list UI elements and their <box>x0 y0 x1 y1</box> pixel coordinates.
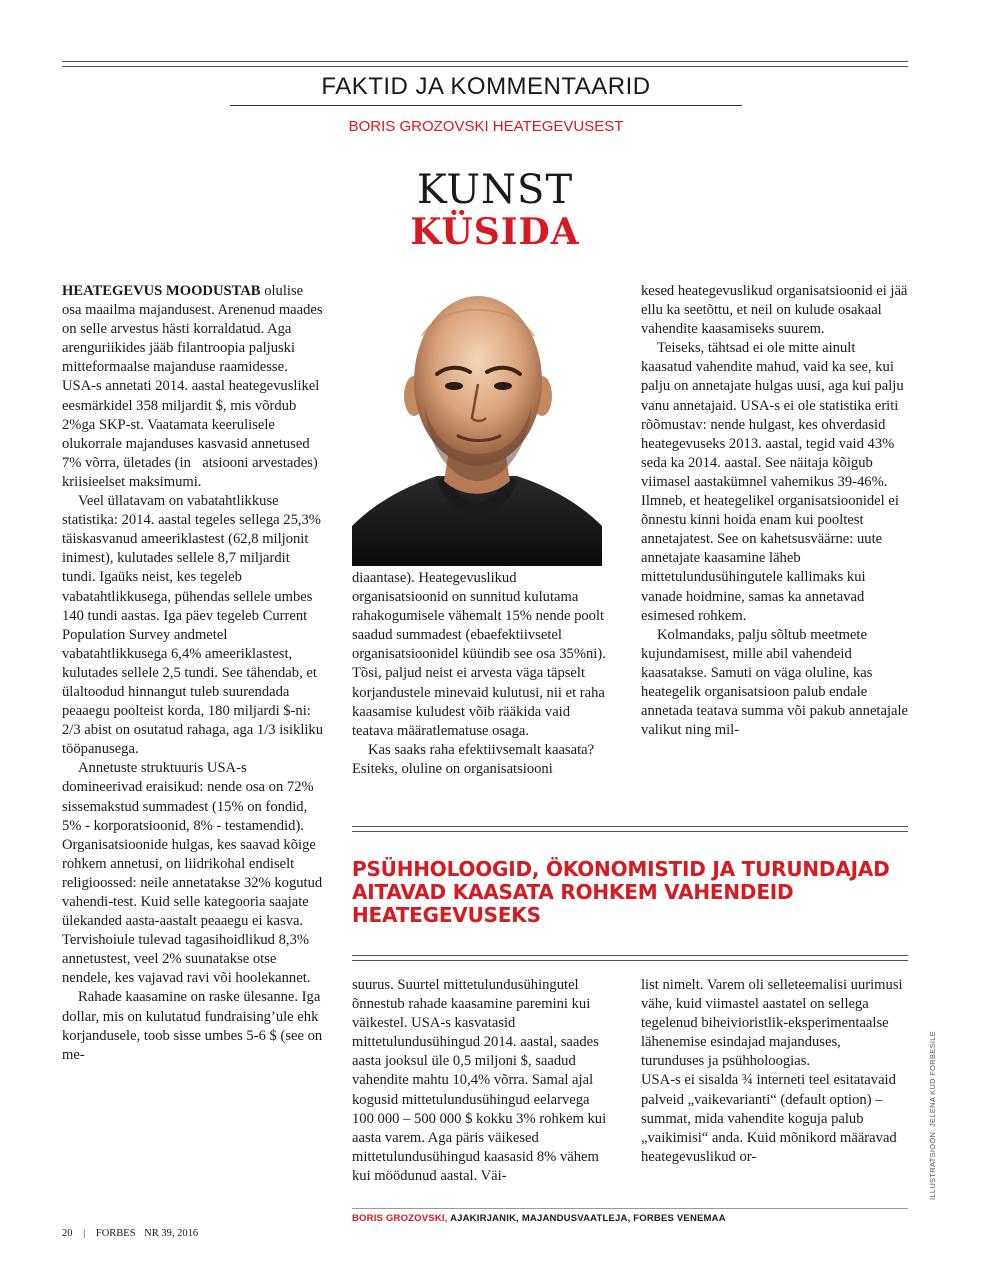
author-footer <box>352 1213 912 1227</box>
section-title: FAKTID JA KOMMENTAARID <box>321 73 651 100</box>
page-number: 20 <box>62 1228 73 1239</box>
magazine-name: FORBES <box>95 1228 136 1239</box>
pull-quote: PSÜHHOLOOGID, ÖKONOMISTID JA TURUNDAJAD AITAVAD KAASATA ROHKEM VAHENDEID HEATEGEVUSEKS <box>352 857 890 927</box>
paragraph: diaantase). Heategevuslikud organisatsioonid on sunnitud kulutama rahakogumisele vähemalt 15% nende poolt saadud summadest (ebaefektiivsetel organisatsioonidel küündib see osa 35%ni). Tõsi, paljud neist ei arvesta väga täpselt korjandustele minevaid kulutusi, nii et raha kaasamise kuludest võib rääkida vaid teatava määratlematuse osaga. <box>352 570 606 739</box>
pullquote-top-rule-1 <box>352 826 908 827</box>
paragraph: USA-s ei sisalda ¾ interneti teel esitatavaid palveid „vaikevarianti“ (default option) – summat, mida vahendite koguja palub „vaikimisi“ anda. Kuid mõnikord määravad heategevuslikud or- <box>641 1072 897 1165</box>
author-role: AJAKIRJANIK, MAJANDUSVAATLEJA, FORBES VENEMAA <box>447 1213 726 1224</box>
paragraph: kesed heategevuslikud organisatsioonid ei jää ellu ka seetõttu, et neil on kulude osakaal vahendite kaasamiseks suurem. <box>641 283 908 338</box>
author-name: BORIS GROZOVSKI, <box>352 1213 448 1224</box>
paragraph: Annetuste struktuuris USA-s domineerivad eraisikud: nende osa on 72% sissemakstud summadest (15% on fondid, 5% - korporatsioonid, 8% - testamendid). Organisatsioonide hulgas, kes saavad kõige rohkem annetusi, on liidrikohal endiselt religioossed: neile annetatakse 32% kogutud vahendi-test. Kuid selle kategooria saajate ülekanded aasta-aastalt peaaegu ei kasva. Tervishoiule tulevad tagasihoidlikud 8,3% annetustest, veel 2% suunatakse otse nendele, kes vajavad ravi või hoolekannet. <box>62 760 323 987</box>
top-rule-1 <box>62 61 908 62</box>
illustration-credit: ILLUSTRATSIOON: JELENA KUD FORBESILE <box>928 1030 937 1200</box>
article-column-2-continued <box>352 976 614 1186</box>
page-folio <box>62 1228 262 1242</box>
article-column-3-continued <box>641 976 903 1167</box>
paragraph: Kolmandaks, palju sõltub meetmete kujundamisest, mille abil vahendeid kaasatakse. Samuti on väga oluline, kas heategelik organisatsioon palub endale annetada teatava summa või pakub annetajale valikut ning mil- <box>641 626 909 739</box>
paragraph: list nimelt. Varem oli selleteemalisi uurimusi vähe, kuid viimastel aastatel on sellega tegelenud biheivioristlik-eksperimentaalse lähenemise esindajad majanduses, turunduses ja psühholoogias. <box>641 977 903 1070</box>
author-portrait-illustration <box>352 276 602 566</box>
paragraph <box>62 282 324 492</box>
pullquote-bottom-rule-1 <box>352 955 908 956</box>
lead-in: HEATEGEVUS MOODUSTAB <box>62 283 261 299</box>
article-column-3 <box>641 282 909 740</box>
article-column-1 <box>62 282 324 1065</box>
paragraph: Kas saaks raha efektiivsemalt kaasata? Esiteks, oluline on organisatsiooni <box>352 741 595 777</box>
paragraph: Rahade kaasamine on raske ülesanne. Iga dollar, mis on kulutatud fundraising’ule ehk korjandusele, toob sisse umbes 5-6 $ (see on me- <box>62 989 323 1063</box>
section-title-underline <box>230 105 742 106</box>
folio-separator: | <box>83 1228 86 1239</box>
headline-line-1: KUNST <box>416 167 574 213</box>
portrait-drawing <box>352 276 602 566</box>
pullquote-top-rule-2 <box>352 831 908 832</box>
top-rule-2 <box>62 66 908 67</box>
headline-line-2: KÜSIDA <box>410 211 580 253</box>
paragraph: suurus. Suurtel mittetulundusühingutel õnnestub rahade kaasamine paremini kui väikestel. USA-s kasvatasid mittetulundusühingud 2014. aastal, saades aasta jooksul üle 0,5 miljoni $, saadud vahendite mahtu 10,4% võrra. Samal ajal kogusid mittetulundusühingud eelarvega 100 000 – 500 000 $ kokku 3% rohkem kui aasta varem. Aga päris väikesed mittetulundusühingud kaasasid 8% vähem kui möödunud aastal. Väi- <box>352 977 607 1184</box>
article-column-2 <box>352 569 614 779</box>
author-footer-rule <box>352 1208 908 1209</box>
issue-number: NR 39, 2016 <box>144 1228 199 1239</box>
column-byline: BORIS GROZOVSKI HEATEGEVUSEST <box>348 118 624 135</box>
paragraph: Teiseks, tähtsad ei ole mitte ainult kaasatud vahendite mahud, vaid ka see, kui palju on annetajate hulgas uusi, aga kui palju vanu annetajaid. USA-s ei ole statistika eriti rõõmustav: nende hulgast, kes ohverdasid heategevuseks 2013. aastal, tegid vaid 43% seda ka 2014. aastal. See näitaja kõigub viimasel aastakümnel vahemikus 39-46%. Ilmneb, et heategelikel organisatsioonidel ei õnnestu kinni hoida enam kui pooltest annetajatest. See on kahetsusväärne: uute annetajate kaasamine läheb mittetulundusühingutele kallimaks kui vanade hoidmine, samas ka annetavad esimesed rohkem. <box>641 340 904 624</box>
pullquote-bottom-rule-2 <box>352 960 908 961</box>
paragraph: Veel üllatavam on vabatahtlikkuse statistika: 2014. aastal tegeles sellega 25,3% täiskasvanud ameeriklastest (62,8 miljonit inimest), kulutades sellele 8,7 miljardit tundi. Igaüks neist, kes tegeleb vabatahtlikkusega, pühendas sellele umbes 140 tundi aastas. Iga päev tegeleb Current Population Survey andmetel vabatahtlikkusega 6,4% ameeriklastest, kulutades sellele 2,5 tundi. See tähendab, et ülaltoodud hinnangut tuleb suurendada peaaegu poolteist korda, 180 miljardi $-ni: 2/3 abist on osutatud rahaga, aga 1/3 isikliku tööpanusega. <box>62 493 324 758</box>
paragraph-text: olulise osa maailma majandusest. Arenenud maades on selle arvestus hästi korraldatud. Aga arenguriikides jääb filantroopia paljuski mitteformaalse majanduse raamidesse. USA-s annetati 2014. aastal heategevuslikel eesmärkidel 358 miljardit $, mis võrdub 2%ga SKP-st. Vaatamata keerulisele olukorrale majanduses kasvasid annetused 7% võrra, ületades (in atsiooni arvestades) kriisieelset maksimumi. <box>62 283 323 490</box>
